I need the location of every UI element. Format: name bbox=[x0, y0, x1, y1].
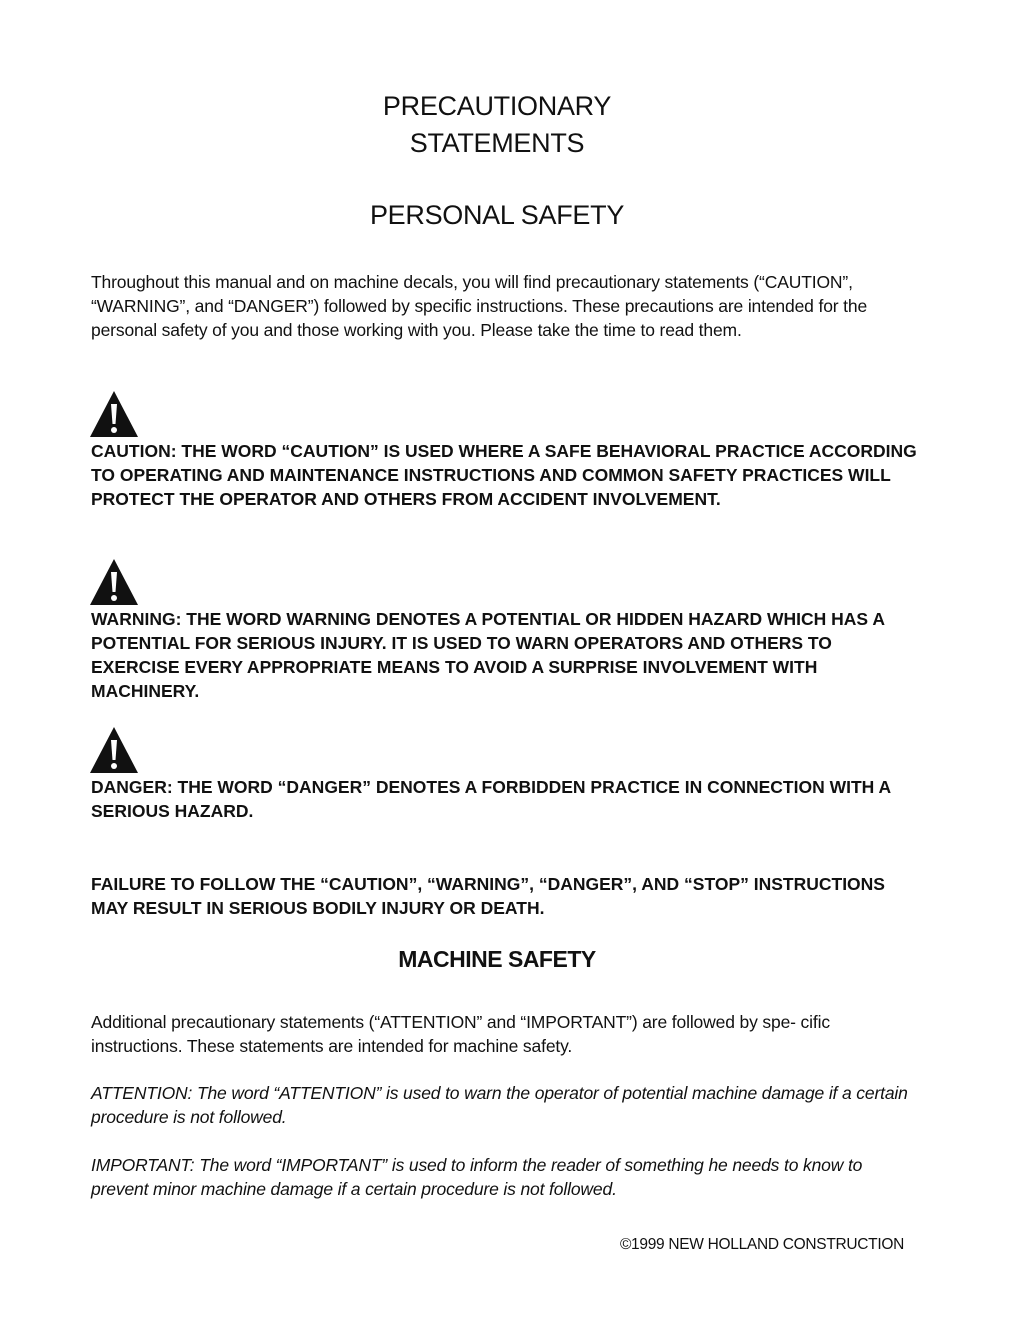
section-title-machine-safety: MACHINE SAFETY bbox=[398, 946, 596, 972]
page-title bbox=[0, 88, 994, 162]
warning-triangle-icon bbox=[89, 558, 139, 606]
warning-triangle-icon bbox=[89, 726, 139, 774]
page-title-line-1: PRECAUTIONARY bbox=[382, 91, 612, 121]
machine-safety-intro: Additional precautionary statements (“ATTENTION” and “IMPORTANT”) are followed by spe- cific instructions. These statements are intended for machine safety. bbox=[91, 1012, 830, 1056]
attention-statement: ATTENTION: The word “ATTENTION” is used to warn the operator of potential machine damage if a certain procedure is not followed. bbox=[91, 1083, 908, 1127]
intro-paragraph: Throughout this manual and on machine decals, you will find precautionary statements (“CAUTION”, “WARNING”, and “DANGER”) followed by specific instructions. These precautions are intended for the personal safety of you and those working with you. Please take the time to read them. bbox=[91, 272, 868, 340]
danger-statement: DANGER: THE WORD “DANGER” DENOTES A FORBIDDEN PRACTICE IN CONNECTION WITH A SERIOUS HAZARD. bbox=[91, 777, 891, 821]
warning-triangle-icon bbox=[89, 390, 139, 438]
important-statement: IMPORTANT: The word “IMPORTANT” is used to inform the reader of something he needs to know to prevent minor machine damage if a certain procedure is not followed. bbox=[91, 1155, 863, 1199]
caution-statement: CAUTION: THE WORD “CAUTION” IS USED WHERE A SAFE BEHAVIORAL PRACTICE ACCORDING TO OPERATING AND MAINTENANCE INSTRUCTIONS AND COMMON SAFETY PRACTICES WILL PROTECT THE OPERATOR AND OTHERS FROM ACCIDENT INVOLVEMENT. bbox=[91, 441, 917, 509]
page-title-line-2: STATEMENTS bbox=[409, 128, 585, 158]
warning-statement: WARNING: THE WORD WARNING DENOTES A POTENTIAL OR HIDDEN HAZARD WHICH HAS A POTENTIAL FOR SERIOUS INJURY. IT IS USED TO WARN OPERATORS AND OTHERS TO EXERCISE EVERY APPROPRIATE MEANS TO AVOID A SURPRISE INVOLVEMENT WITH MACHINERY. bbox=[91, 609, 885, 701]
section-title-personal-safety: PERSONAL SAFETY bbox=[369, 200, 625, 230]
failure-notice: FAILURE TO FOLLOW THE “CAUTION”, “WARNING”, “DANGER”, AND “STOP” INSTRUCTIONS MAY RESULT IN SERIOUS BODILY INJURY OR DEATH. bbox=[91, 874, 885, 918]
copyright-notice: ©1999 NEW HOLLAND CONSTRUCTION bbox=[619, 1236, 904, 1253]
